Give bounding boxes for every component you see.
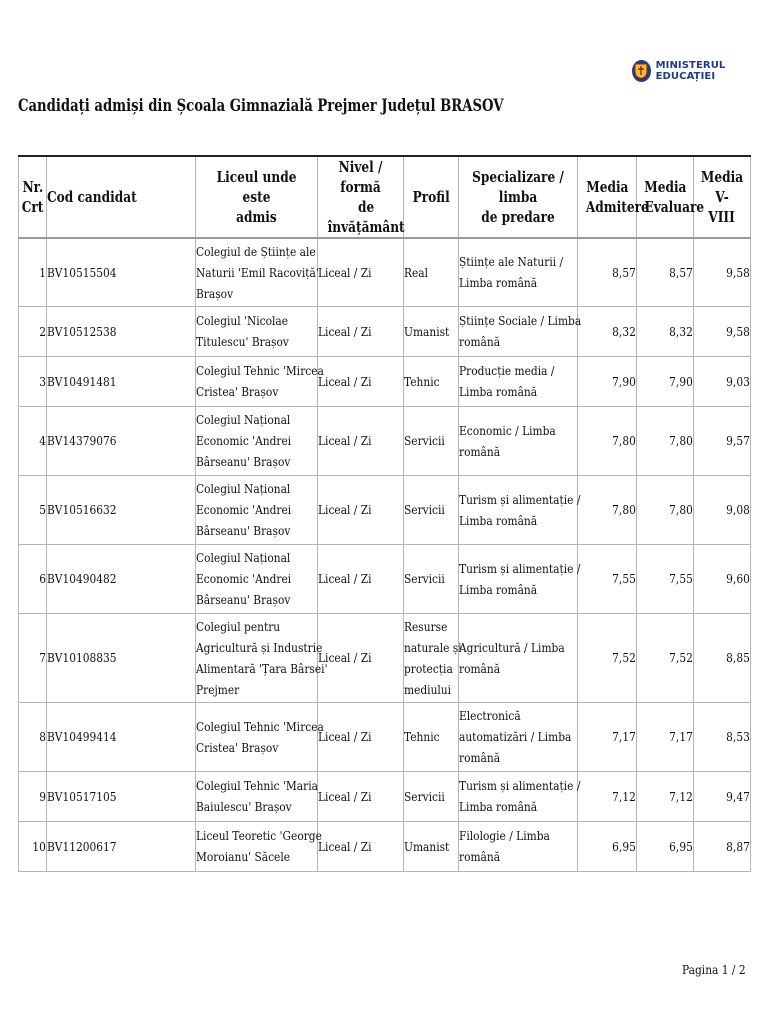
cell-cod-candidat [47, 238, 196, 306]
cell-liceu-text: Naturii 'Emil Racoviță' [196, 264, 319, 280]
cell-nr [19, 238, 47, 306]
cell-liceu-text: Colegiul 'Nicolae [196, 313, 289, 328]
cell-media-evaluare-text: 7,55 [669, 571, 693, 586]
cell-nr-text: 6 [39, 571, 46, 586]
cell-media-admitere [578, 544, 637, 613]
cell-media-v-viii-text: 8,53 [726, 729, 750, 744]
cell-liceu [196, 821, 322, 871]
cell-specializare-text: Limba română [459, 799, 538, 814]
cell-nivel [318, 771, 404, 821]
header-media-evaluare [637, 156, 705, 238]
header-line: VIII [708, 208, 736, 226]
cell-nr-text: 1 [39, 264, 46, 280]
table-row [19, 406, 751, 475]
cell-media-admitere [578, 306, 637, 356]
cell-media-v-viii [694, 544, 751, 613]
cell-specializare [459, 821, 578, 871]
cell-cod-candidat-text: BV10108835 [47, 650, 117, 665]
cell-specializare-text: română [459, 660, 501, 676]
cell-media-v-viii-text: 9,58 [726, 323, 750, 339]
cell-media-evaluare [637, 406, 694, 475]
cell-specializare-text: Limba română [459, 512, 538, 528]
cell-media-admitere [578, 475, 637, 544]
table-row [19, 613, 751, 702]
cell-profil [404, 475, 459, 544]
cell-liceu [196, 771, 318, 821]
page-number: Pagina 1 / 2 [682, 962, 746, 977]
cell-media-admitere-text: 7,17 [612, 729, 636, 744]
cell-specializare-text: Turism și alimentație / [459, 778, 581, 793]
cell-liceu-text: Colegiul Național [196, 481, 291, 496]
cell-media-v-viii [694, 613, 751, 702]
cell-cod-candidat-text: BV10515504 [47, 264, 117, 280]
cell-specializare-text: română [459, 849, 501, 864]
cell-specializare-text: Economic / Limba [459, 422, 556, 438]
cell-liceu-text: Alimentară 'Țara Bârsei' [196, 660, 328, 676]
cell-liceu [196, 356, 324, 406]
cell-specializare-text: Filologie / Limba [459, 828, 550, 843]
cell-media-v-viii [694, 702, 751, 771]
cell-liceu-text: Bârseanu' Brașov [196, 454, 291, 469]
cell-media-admitere-text: 7,90 [612, 373, 636, 389]
cell-liceu-text: Economic 'Andrei [196, 433, 292, 448]
cell-media-v-viii-text: 9,58 [726, 264, 750, 280]
cell-liceu-text: Colegiul de Științe ale [196, 243, 316, 259]
cell-cod-candidat [47, 771, 196, 821]
cell-liceu-text: Prejmer [196, 681, 240, 697]
cell-nivel-text: Liceal / Zi [318, 788, 372, 804]
header-media-v-viii [694, 156, 751, 238]
cell-media-evaluare [637, 702, 694, 771]
header-profil [404, 156, 459, 238]
cell-nivel-text: Liceal / Zi [318, 264, 372, 280]
cell-profil-text: Umanist [404, 838, 450, 854]
cell-profil [404, 238, 459, 306]
cell-nivel [318, 702, 404, 771]
cell-media-admitere [578, 613, 637, 702]
cell-media-evaluare-text: 7,80 [669, 433, 693, 448]
cell-nivel [318, 356, 404, 406]
cell-media-v-viii-text: 9,57 [726, 433, 750, 448]
cell-nr [19, 356, 47, 406]
cell-specializare [459, 702, 578, 771]
cell-profil-text: Resurse [404, 618, 448, 634]
cell-media-admitere [578, 702, 637, 771]
cell-nivel-text: Liceal / Zi [318, 373, 372, 389]
cell-liceu-text: Colegiul Tehnic 'Mircea [196, 718, 324, 734]
cell-profil-text: Tehnic [404, 729, 440, 744]
header-line: de predare [481, 208, 555, 226]
cell-media-admitere [578, 356, 637, 406]
table-row [19, 306, 751, 356]
header-nivel [318, 156, 404, 238]
cell-specializare [459, 475, 581, 544]
cell-media-admitere [578, 406, 637, 475]
cell-profil-text: Real [404, 264, 429, 280]
cell-nivel [318, 306, 404, 356]
cell-specializare-text: Turism și alimentație / [459, 491, 581, 507]
cell-liceu [196, 613, 328, 702]
cell-profil [404, 771, 459, 821]
cell-cod-candidat-text: BV11200617 [47, 838, 117, 854]
cell-media-admitere-text: 7,12 [612, 788, 636, 804]
cell-specializare-text: Electronică [459, 708, 521, 723]
cell-specializare-text: Limba română [459, 581, 538, 597]
cell-nivel [318, 238, 404, 306]
cell-cod-candidat-text: BV10499414 [47, 729, 117, 744]
cell-cod-candidat-text: BV14379076 [47, 433, 117, 448]
ministry-name: MINISTERUL EDUCAȚIEI [655, 60, 726, 82]
cell-profil-text: Servicii [404, 502, 445, 517]
coat-of-arms-icon [632, 60, 651, 82]
cell-specializare-text: Științe Sociale / Limba [459, 313, 582, 328]
cell-media-admitere-text: 7,52 [612, 650, 636, 665]
cell-media-evaluare [637, 475, 694, 544]
cell-liceu-text: Brașov [196, 285, 234, 301]
cell-liceu [196, 238, 318, 306]
cell-specializare [459, 406, 578, 475]
cell-media-v-viii-text: 8,87 [726, 838, 750, 854]
header-line: de învățământ [327, 198, 405, 236]
cell-media-v-viii [694, 306, 751, 356]
cell-media-v-viii-text: 9,03 [726, 373, 750, 389]
cell-nr [19, 771, 47, 821]
cell-profil [404, 356, 459, 406]
cell-liceu-text: Agricultură și Industrie [196, 639, 323, 655]
cell-media-evaluare-text: 7,52 [669, 650, 693, 665]
cell-specializare-text: română [459, 443, 501, 459]
cell-media-v-viii [694, 238, 751, 306]
cell-nr [19, 613, 47, 702]
cell-nivel-text: Liceal / Zi [318, 729, 372, 744]
cell-liceu-text: Titulescu' Brașov [196, 334, 289, 349]
table-row [19, 702, 751, 771]
cell-specializare-text: Agricultură / Limba [459, 639, 565, 655]
cell-nivel [318, 406, 404, 475]
cell-profil [404, 613, 462, 702]
cell-media-evaluare-text: 6,95 [669, 838, 693, 854]
header-line: Media [643, 178, 687, 196]
cell-liceu [196, 475, 318, 544]
cell-cod-candidat-text: BV10516632 [47, 502, 117, 517]
cell-profil [404, 544, 459, 613]
cell-nivel-text: Liceal / Zi [318, 323, 372, 339]
cell-media-evaluare-text: 8,32 [669, 323, 693, 339]
table-row [19, 821, 751, 871]
cell-specializare [459, 238, 578, 306]
cell-media-evaluare-text: 7,90 [669, 373, 693, 389]
cell-specializare [459, 771, 581, 821]
cell-media-admitere-text: 7,80 [612, 433, 636, 448]
cell-specializare-text: Turism și alimentație / [459, 560, 581, 576]
cell-media-evaluare [637, 544, 694, 613]
cell-cod-candidat [47, 821, 196, 871]
cell-media-v-viii-text: 9,47 [726, 788, 750, 804]
cell-specializare-text: automatizări / Limba [459, 729, 572, 744]
cell-nr [19, 306, 47, 356]
cell-media-admitere [578, 821, 637, 871]
cell-liceu-text: Colegiul Național [196, 550, 291, 565]
cell-profil-text: protecția [404, 660, 453, 676]
cell-media-v-viii-text: 9,08 [726, 502, 750, 517]
cell-nr-text: 5 [39, 502, 46, 517]
cell-nr-text: 10 [32, 838, 46, 854]
cell-liceu-text: Bârseanu' Brașov [196, 592, 291, 607]
cell-specializare-text: Limba română [459, 275, 538, 291]
cell-nivel [318, 821, 404, 871]
cell-specializare-text: română [459, 750, 501, 765]
cell-media-evaluare [637, 306, 694, 356]
table-row [19, 475, 751, 544]
cell-liceu [196, 306, 318, 356]
cell-liceu-text: Economic 'Andrei [196, 571, 292, 586]
cell-profil-text: mediului [404, 681, 452, 697]
table-header-row [19, 156, 751, 238]
cell-media-evaluare [637, 821, 694, 871]
cell-specializare-text: română [459, 334, 501, 349]
cell-liceu-text: Moroianu' Săcele [196, 849, 291, 864]
cell-media-admitere-text: 6,95 [612, 838, 636, 854]
cell-nivel-text: Liceal / Zi [318, 433, 372, 448]
cell-cod-candidat-text: BV10512538 [47, 323, 117, 339]
cell-nr-text: 7 [39, 650, 46, 665]
table-row [19, 238, 751, 306]
cell-liceu [196, 702, 324, 771]
cell-nr-text: 8 [39, 729, 46, 744]
cell-cod-candidat [47, 306, 196, 356]
cell-cod-candidat [47, 475, 196, 544]
cell-cod-candidat-text: BV10490482 [47, 571, 117, 586]
header-line: Nivel / formă [338, 158, 383, 196]
header-line: Media [585, 178, 629, 196]
cell-nr-text: 9 [39, 788, 46, 804]
cell-nr-text: 4 [39, 433, 46, 448]
header-nr-crt [19, 156, 47, 238]
cell-nr [19, 702, 47, 771]
cell-profil-text: Tehnic [404, 373, 440, 389]
cell-media-v-viii-text: 8,85 [726, 650, 750, 665]
header-liceu [196, 156, 318, 238]
admitted-candidates-table [18, 155, 751, 872]
cell-media-admitere [578, 771, 637, 821]
cell-cod-candidat [47, 544, 196, 613]
cell-liceu [196, 544, 318, 613]
cell-cod-candidat [47, 613, 196, 702]
table-row [19, 356, 751, 406]
cell-cod-candidat [47, 702, 196, 771]
cell-specializare [459, 544, 581, 613]
cell-profil-text: Servicii [404, 571, 445, 586]
cell-media-v-viii-text: 9,60 [726, 571, 750, 586]
cell-liceu-text: Cristea' Brașov [196, 739, 279, 755]
cell-liceu-text: Colegiul Tehnic 'Maria [196, 778, 318, 793]
cell-nivel [318, 613, 404, 702]
cell-media-evaluare [637, 771, 694, 821]
cell-profil [404, 821, 459, 871]
cell-liceu-text: Bârseanu' Brașov [196, 523, 291, 538]
cell-media-v-viii [694, 475, 751, 544]
cell-cod-candidat-text: BV10491481 [47, 373, 117, 389]
cell-media-admitere-text: 7,80 [612, 502, 636, 517]
cell-specializare-text: Științe ale Naturii / [459, 254, 564, 270]
cell-nr [19, 406, 47, 475]
cell-media-evaluare [637, 356, 694, 406]
cell-media-v-viii [694, 356, 751, 406]
cell-media-evaluare-text: 7,80 [669, 502, 693, 517]
cell-specializare [459, 613, 578, 702]
cell-media-admitere-text: 8,57 [612, 264, 636, 280]
header-line: Cod candidat [47, 188, 137, 206]
cell-nr-text: 3 [39, 373, 46, 389]
cell-nivel [318, 544, 404, 613]
page-title: Candidați admiși din Școala Gimnazială Prejmer Județul BRASOV [18, 96, 504, 115]
cell-media-v-viii [694, 821, 751, 871]
cell-profil [404, 702, 459, 771]
cell-specializare-text: Limba română [459, 384, 538, 399]
cell-nr [19, 475, 47, 544]
header-media-admitere [578, 156, 649, 238]
cell-specializare [459, 356, 578, 406]
header-line: Admitere [585, 198, 649, 216]
cell-cod-candidat [47, 406, 196, 475]
cell-profil-text: Umanist [404, 323, 450, 339]
cell-media-evaluare-text: 8,57 [669, 264, 693, 280]
header-line: Nr. [22, 178, 43, 196]
cell-liceu-text: Baiulescu' Brașov [196, 799, 292, 814]
cell-liceu-text: Colegiul pentru [196, 618, 281, 634]
cell-cod-candidat [47, 356, 196, 406]
cell-media-evaluare-text: 7,17 [669, 729, 693, 744]
cell-nr [19, 821, 47, 871]
header-cod-candidat [47, 156, 196, 238]
header-specializare [459, 156, 578, 238]
cell-specializare-text: Producție media / [459, 363, 555, 378]
table-row [19, 771, 751, 821]
cell-cod-candidat-text: BV10517105 [47, 788, 117, 804]
cell-media-admitere-text: 8,32 [612, 323, 636, 339]
cell-media-evaluare [637, 238, 694, 306]
cell-specializare [459, 306, 582, 356]
header-line: Liceul unde este [216, 168, 297, 206]
cell-media-evaluare-text: 7,12 [669, 788, 693, 804]
cell-nivel-text: Liceal / Zi [318, 502, 372, 517]
cell-liceu-text: Colegiul Tehnic 'Mircea [196, 363, 324, 378]
cell-profil-text: naturale și [404, 639, 462, 655]
cell-media-v-viii [694, 771, 751, 821]
cell-profil-text: Servicii [404, 788, 445, 804]
header-line: Media V- [700, 168, 744, 206]
cell-nivel-text: Liceal / Zi [318, 838, 372, 854]
cell-profil [404, 406, 459, 475]
cell-media-v-viii [694, 406, 751, 475]
cell-liceu-text: Cristea' Brașov [196, 384, 279, 399]
cell-media-evaluare [637, 613, 694, 702]
cell-profil [404, 306, 459, 356]
header-line: Specializare / limba [472, 168, 564, 206]
header-line: Profil [412, 188, 450, 206]
cell-nivel-text: Liceal / Zi [318, 650, 372, 665]
cell-liceu-text: Colegiul Național [196, 412, 291, 427]
cell-media-admitere-text: 7,55 [612, 571, 636, 586]
cell-nr-text: 2 [39, 323, 46, 339]
cell-liceu-text: Economic 'Andrei [196, 502, 292, 517]
cell-media-admitere [578, 238, 637, 306]
ministry-logo [632, 60, 768, 82]
table-row [19, 544, 751, 613]
cell-liceu [196, 406, 318, 475]
cell-liceu-text: Liceul Teoretic 'George [196, 828, 322, 843]
cell-nivel [318, 475, 404, 544]
cell-nr [19, 544, 47, 613]
cell-nivel-text: Liceal / Zi [318, 571, 372, 586]
header-line: Crt [21, 198, 44, 216]
header-line: Evaluare [644, 198, 705, 216]
cell-profil-text: Servicii [404, 433, 445, 448]
header-line: admis [236, 208, 277, 226]
